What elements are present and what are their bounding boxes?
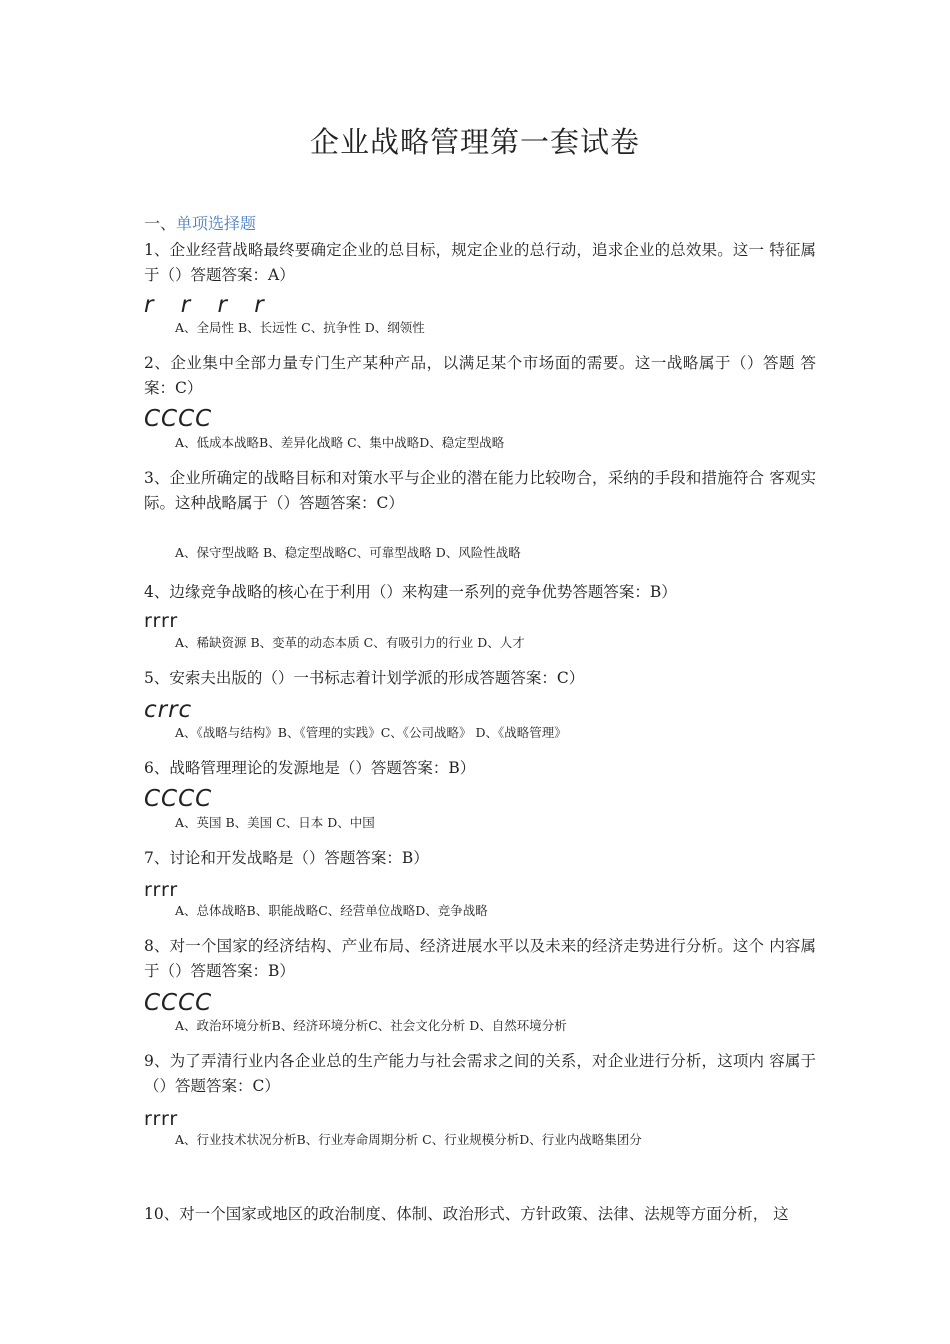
answer-marks: rrrr (144, 1108, 179, 1130)
answer-marks: rrrr (144, 610, 179, 632)
question-options: A、稀缺资源 B、变革的动态本质 C、有吸引力的行业 D、人才 (175, 635, 525, 650)
question-text: 10、对一个国家或地区的政治制度、体制、政治形式、方针政策、法律、法规等方面分析， 这 (144, 1205, 789, 1223)
answer-marks: r r r r (144, 292, 274, 318)
question-text: 2、企业集中全部力量专门生产某种产品，以满足某个市场面的需要。这一战略属于（）答题 答案：C） (144, 354, 816, 397)
question-text: 9、为了弄清行业内各企业总的生产能力与社会需求之间的关系，对企业进行分析，这项内 容属于（）答题答案：C） (144, 1052, 816, 1095)
question-text: 8、对一个国家的经济结构、产业布局、经济进展水平以及未来的经济走势进行分析。这个 内容属于（）答题答案：B） (144, 937, 816, 980)
question-text: 1、企业经营战略最终要确定企业的总目标，规定企业的总行动，追求企业的总效果。这一 特征属于（）答题答案：A） (144, 241, 816, 284)
page-title: 企业战略管理第一套试卷 (309, 125, 640, 159)
answer-marks: CCCC (144, 406, 213, 432)
question-options: A、英国 B、美国 C、日本 D、中国 (175, 815, 375, 830)
question-options: A、低成本战略B、差异化战略 C、集中战略D、稳定型战略 (175, 435, 505, 450)
question-options: A、行业技术状况分析B、行业寿命周期分析 C、行业规模分析D、行业内战略集团分 (175, 1132, 642, 1147)
question-text: 4、边缘竞争战略的核心在于利用（）来构建一系列的竞争优势答题答案：B） (144, 583, 677, 601)
section-name: 单项选择题 (176, 214, 257, 233)
question-options: A、全局性 B、长远性 C、抗争性 D、纲领性 (175, 320, 425, 335)
question-options: A、总体战略B、职能战略C、经营单位战略D、竞争战略 (175, 903, 488, 918)
question-options: A、政治环境分析B、经济环境分析C、社会文化分析 D、自然环境分析 (175, 1018, 567, 1033)
question-text: 7、讨论和开发战略是（）答题答案：B） (144, 849, 429, 867)
question-options: A、《战略与结构》B、《管理的实践》C、《公司战略》 D、《战略管理》 (175, 725, 567, 740)
answer-marks: CCCC (144, 990, 213, 1016)
question-text: 3、企业所确定的战略目标和对策水平与企业的潜在能力比较吻合，采纳的手段和措施符合 客观实际。这种战略属于（）答题答案：C） (144, 469, 816, 512)
section-prefix: 一、 (144, 214, 177, 233)
answer-marks: rrrr (144, 879, 179, 901)
section-heading (144, 214, 256, 234)
answer-marks: crrc (144, 697, 193, 723)
question-text: 5、安索夫出版的（）一书标志着计划学派的形成答题答案：C） (144, 669, 585, 687)
answer-marks: CCCC (144, 786, 213, 812)
question-options: A、保守型战略 B、稳定型战略C、可靠型战略 D、风险性战略 (175, 545, 521, 560)
question-text: 6、战略管理理论的发源地是（）答题答案：B） (144, 759, 476, 777)
